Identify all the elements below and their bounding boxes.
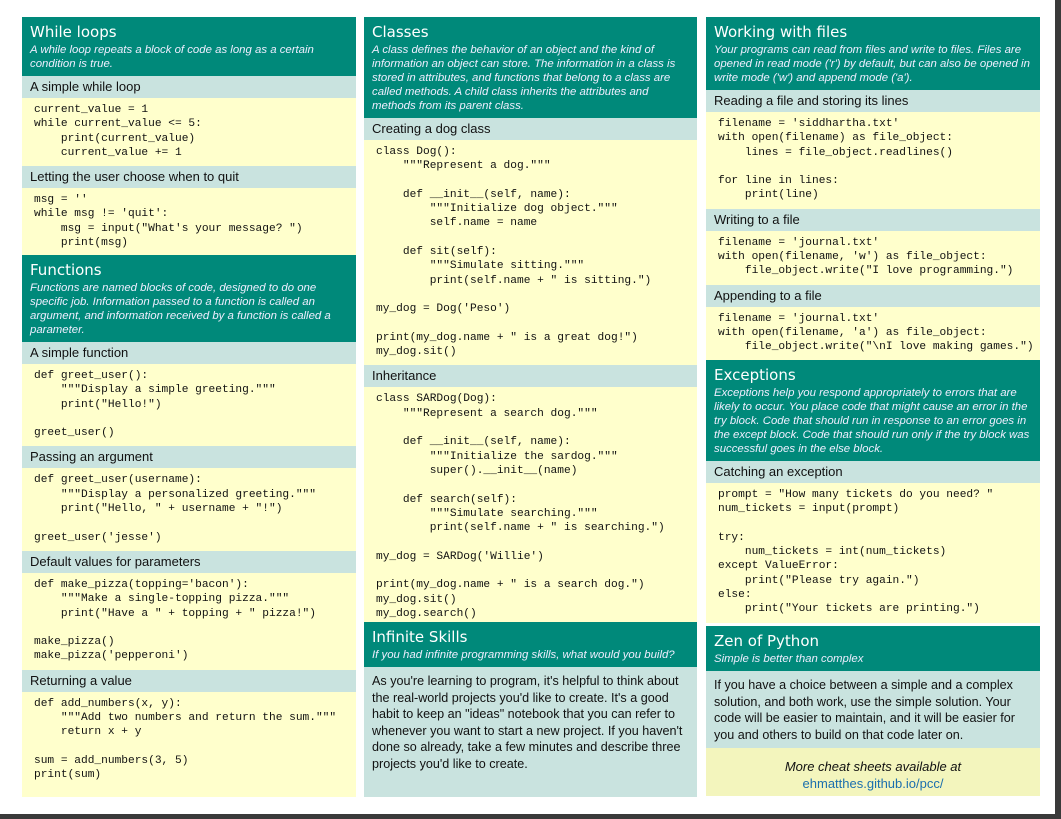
code-block: def greet_user(): """Display a simple greeting.""" print("Hello!") greet_user() (22, 364, 356, 446)
section-description: A while loop repeats a block of code as long as a certain condition is true. (30, 44, 314, 70)
subsection-title: Default values for parameters (22, 551, 356, 573)
code-block: class SARDog(Dog): """Represent a search dog.""" def __init__(self, name): """Initialize the sardog.""" super().__init__(name) def search(self): """Simulate searching.""" print(self.name + " is searching.") my_dog = SARDog('Willie') print(my_dog.name + " is a search dog.") my_dog.sit() my_dog.search() (364, 387, 697, 627)
section-title: Exceptions (714, 366, 796, 384)
section-description: Exceptions help you respond appropriately to errors that are likely to occur. You place code that might cause an error in the try block. Code that should run in response to an error goes in the except block. Code that should run only if the try block was successful goes in the else block. (714, 387, 1030, 455)
code-block: prompt = "How many tickets do you need? " num_tickets = input(prompt) try: num_tickets = int(num_tickets) except ValueError: print("Please try again.") else: print("Your tickets are printing.") (706, 483, 1040, 623)
code-block: current_value = 1 while current_value <= 5: print(current_value) current_value += 1 (22, 98, 356, 166)
section-description: A class defines the behavior of an object and the kind of information an object can store. The information in a class is stored in attributes, and functions that belong to a class are called methods. A child class inherits the attributes and methods from its parent class. (372, 44, 676, 112)
section-title: While loops (30, 23, 117, 41)
section-functions (22, 255, 356, 797)
section-working-with-files (706, 17, 1040, 352)
code-block: class Dog(): """Represent a dog.""" def __init__(self, name): """Initialize dog object.""" self.name = name def sit(self): """Simulate sitting.""" print(self.name + " is sitting.") my_dog = Dog('Peso') print(my_dog.name + " is a great dog!") my_dog.sit() (364, 140, 697, 365)
subsection-title: Writing to a file (706, 209, 1040, 231)
section-body: If you have a choice between a simple and a complex solution, and both work, use the simple solution. Your code will be easier to maintain, and it will be easier for you and others to build on that code later on. (706, 671, 1040, 749)
section-classes (364, 17, 697, 620)
subsection-title: A simple function (22, 342, 356, 364)
section-title: Working with files (714, 23, 848, 41)
subsection-title: Catching an exception (706, 461, 1040, 483)
column-2 (364, 17, 697, 805)
section-exceptions (706, 360, 1040, 618)
footer-box (706, 748, 1040, 796)
section-title: Infinite Skills (372, 628, 468, 646)
section-header (706, 360, 1040, 461)
section-while-loops (22, 17, 356, 250)
section-header (364, 622, 697, 667)
code-block: def greet_user(username): """Display a personalized greeting.""" print("Hello, " + username + "!") greet_user('jesse') (22, 468, 356, 550)
section-title: Classes (372, 23, 429, 41)
footer-text: More cheat sheets available at (784, 759, 962, 774)
subsection-title: Creating a dog class (364, 118, 697, 140)
code-block: def add_numbers(x, y): """Add two numbers and return the sum.""" return x + y sum = add_numbers(3, 5) print(sum) (22, 692, 356, 797)
code-block: filename = 'siddhartha.txt' with open(filename) as file_object: lines = file_object.readlines() for line in lines: print(line) (706, 112, 1040, 209)
code-block: def make_pizza(topping='bacon'): """Make a single-topping pizza.""" print("Have a " + topping + " pizza!") make_pizza() make_pizza('pepperoni') (22, 573, 356, 670)
section-header (22, 17, 356, 76)
subsection-title: Letting the user choose when to quit (22, 166, 356, 188)
section-title: Zen of Python (714, 632, 819, 650)
subsection-title: Passing an argument (22, 446, 356, 468)
column-3 (706, 17, 1040, 796)
footer-link[interactable]: ehmatthes.github.io/pcc/ (802, 776, 944, 791)
section-header (706, 17, 1040, 90)
subsection-title: A simple while loop (22, 76, 356, 98)
section-header (364, 17, 697, 118)
section-description: Your programs can read from files and write to files. Files are opened in read mode ('r') by default, but can also be opened in write mode ('w') and append mode ('a'). (714, 44, 1030, 84)
section-title: Functions (30, 261, 102, 279)
code-block: filename = 'journal.txt' with open(filename, 'w') as file_object: file_object.write("I love programming.") (706, 231, 1040, 285)
subsection-title: Appending to a file (706, 285, 1040, 307)
subsection-title: Inheritance (364, 365, 697, 387)
section-description: Simple is better than complex (714, 653, 864, 665)
section-description: Functions are named blocks of code, designed to do one specific job. Information passed to a function is called an argument, and information received by a function is called a parameter. (30, 282, 331, 336)
section-description: If you had infinite programming skills, what would you build? (372, 649, 675, 661)
code-block: msg = '' while msg != 'quit': msg = input("What's your message? ") print(msg) (22, 188, 356, 256)
subsection-title: Reading a file and storing its lines (706, 90, 1040, 112)
subsection-title: Returning a value (22, 670, 356, 692)
code-block: filename = 'journal.txt' with open(filename, 'a') as file_object: file_object.write("\nI love making games.") (706, 307, 1040, 361)
section-zen-of-python (706, 626, 1040, 740)
section-body: As you're learning to program, it's helpful to think about the real-world projects you'd like to create. It's a good habit to keep an "ideas" notebook that you can refer to whenever you want to start a new project. If you haven't done so already, take a few minutes and describe three projects you'd like to create. (364, 667, 697, 797)
column-1 (22, 17, 356, 805)
section-infinite-skills (364, 622, 697, 797)
section-header (22, 255, 356, 342)
section-header (706, 626, 1040, 671)
